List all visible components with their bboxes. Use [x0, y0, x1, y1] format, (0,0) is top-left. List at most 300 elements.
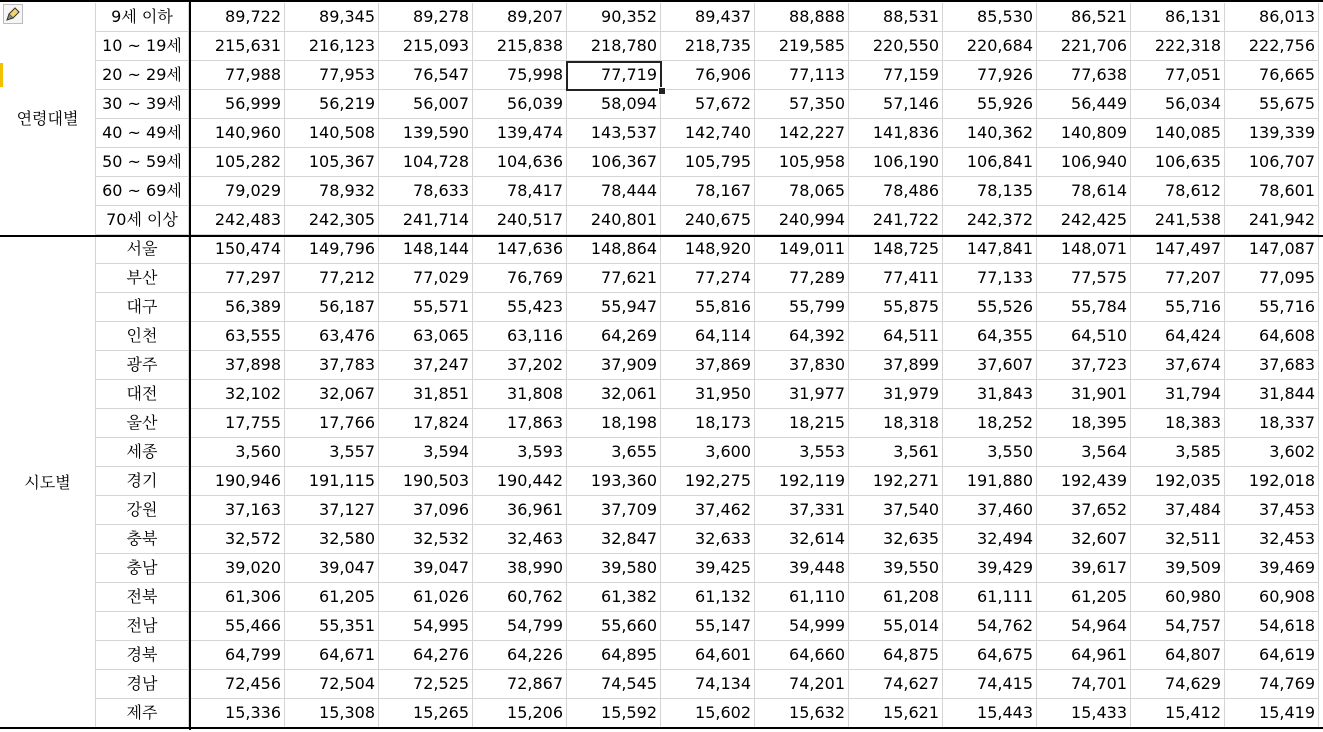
data-cell[interactable]: 74,769	[1225, 670, 1319, 699]
data-cell[interactable]: 37,683	[1225, 351, 1319, 380]
data-cell[interactable]: 56,187	[285, 293, 379, 322]
data-cell[interactable]: 56,219	[285, 90, 379, 119]
data-cell[interactable]: 37,783	[285, 351, 379, 380]
data-cell[interactable]: 147,841	[943, 235, 1037, 264]
data-cell[interactable]: 37,127	[285, 496, 379, 525]
data-cell[interactable]: 54,964	[1037, 612, 1131, 641]
data-cell[interactable]: 77,274	[661, 264, 755, 293]
data-cell[interactable]: 58,094	[567, 90, 661, 119]
fill-handle[interactable]	[658, 87, 666, 95]
data-cell[interactable]: 55,716	[1225, 293, 1319, 322]
data-cell[interactable]: 241,722	[849, 206, 943, 235]
data-cell[interactable]: 37,540	[849, 496, 943, 525]
data-cell[interactable]: 78,601	[1225, 177, 1319, 206]
data-cell[interactable]: 64,226	[473, 641, 567, 670]
data-cell[interactable]: 148,864	[567, 235, 661, 264]
data-cell[interactable]: 191,115	[285, 467, 379, 496]
data-cell[interactable]: 78,612	[1131, 177, 1225, 206]
data-cell[interactable]: 89,437	[661, 3, 755, 32]
data-cell[interactable]: 39,047	[285, 554, 379, 583]
data-cell[interactable]: 105,282	[191, 148, 285, 177]
data-cell[interactable]: 61,026	[379, 583, 473, 612]
data-cell[interactable]: 55,947	[567, 293, 661, 322]
data-cell[interactable]: 77,297	[191, 264, 285, 293]
data-cell[interactable]: 54,995	[379, 612, 473, 641]
data-cell[interactable]: 3,560	[191, 438, 285, 467]
data-cell[interactable]: 39,047	[379, 554, 473, 583]
data-cell[interactable]: 64,276	[379, 641, 473, 670]
data-cell[interactable]: 31,851	[379, 380, 473, 409]
data-cell[interactable]: 77,926	[943, 61, 1037, 90]
data-cell[interactable]: 192,018	[1225, 467, 1319, 496]
data-cell[interactable]: 140,508	[285, 119, 379, 148]
row-label-cell[interactable]: 세종	[96, 438, 189, 467]
data-cell[interactable]: 18,173	[661, 409, 755, 438]
data-cell[interactable]: 54,618	[1225, 612, 1319, 641]
data-cell[interactable]: 54,999	[755, 612, 849, 641]
data-cell[interactable]: 240,994	[755, 206, 849, 235]
data-cell[interactable]: 37,331	[755, 496, 849, 525]
data-cell[interactable]: 61,208	[849, 583, 943, 612]
data-cell[interactable]: 64,961	[1037, 641, 1131, 670]
data-cell[interactable]: 56,039	[473, 90, 567, 119]
row-label-cell[interactable]: 60 ~ 69세	[96, 177, 189, 206]
data-cell[interactable]: 63,065	[379, 322, 473, 351]
data-cell[interactable]: 78,167	[661, 177, 755, 206]
data-cell[interactable]: 32,532	[379, 525, 473, 554]
data-cell[interactable]: 31,843	[943, 380, 1037, 409]
data-cell[interactable]: 61,306	[191, 583, 285, 612]
data-cell[interactable]: 192,275	[661, 467, 755, 496]
data-cell[interactable]: 76,547	[379, 61, 473, 90]
data-cell[interactable]: 32,511	[1131, 525, 1225, 554]
data-cell[interactable]: 79,029	[191, 177, 285, 206]
data-cell[interactable]: 39,448	[755, 554, 849, 583]
data-cell[interactable]: 106,940	[1037, 148, 1131, 177]
data-cell[interactable]: 32,580	[285, 525, 379, 554]
data-cell[interactable]: 106,367	[567, 148, 661, 177]
data-cell[interactable]: 15,308	[285, 699, 379, 728]
data-cell[interactable]: 140,809	[1037, 119, 1131, 148]
data-cell[interactable]: 64,355	[943, 322, 1037, 351]
data-cell[interactable]: 61,110	[755, 583, 849, 612]
data-cell[interactable]: 31,977	[755, 380, 849, 409]
data-cell[interactable]: 76,665	[1225, 61, 1319, 90]
data-cell[interactable]: 190,503	[379, 467, 473, 496]
data-cell[interactable]: 77,095	[1225, 264, 1319, 293]
data-cell[interactable]: 77,212	[285, 264, 379, 293]
data-cell[interactable]: 140,085	[1131, 119, 1225, 148]
data-cell[interactable]: 18,252	[943, 409, 1037, 438]
data-cell[interactable]: 147,636	[473, 235, 567, 264]
data-cell[interactable]: 74,415	[943, 670, 1037, 699]
data-cell[interactable]: 77,621	[567, 264, 661, 293]
data-cell[interactable]: 86,013	[1225, 3, 1319, 32]
row-label-cell[interactable]: 40 ~ 49세	[96, 119, 189, 148]
data-cell[interactable]: 192,035	[1131, 467, 1225, 496]
data-cell[interactable]: 64,875	[849, 641, 943, 670]
data-cell[interactable]: 148,725	[849, 235, 943, 264]
data-cell[interactable]: 74,629	[1131, 670, 1225, 699]
data-cell[interactable]: 222,318	[1131, 32, 1225, 61]
row-label-cell[interactable]: 강원	[96, 496, 189, 525]
data-cell[interactable]: 61,205	[285, 583, 379, 612]
data-cell[interactable]: 61,132	[661, 583, 755, 612]
row-label-cell[interactable]: 50 ~ 59세	[96, 148, 189, 177]
data-cell[interactable]: 3,585	[1131, 438, 1225, 467]
data-cell[interactable]: 39,469	[1225, 554, 1319, 583]
data-cell[interactable]: 219,585	[755, 32, 849, 61]
row-label-cell[interactable]: 인천	[96, 322, 189, 351]
data-cell[interactable]: 64,601	[661, 641, 755, 670]
data-cell[interactable]: 3,553	[755, 438, 849, 467]
data-cell[interactable]: 32,453	[1225, 525, 1319, 554]
data-cell[interactable]: 57,350	[755, 90, 849, 119]
data-cell[interactable]: 139,339	[1225, 119, 1319, 148]
row-label-cell[interactable]: 경기	[96, 467, 189, 496]
data-cell[interactable]: 106,707	[1225, 148, 1319, 177]
data-cell[interactable]: 106,635	[1131, 148, 1225, 177]
data-cell[interactable]: 104,728	[379, 148, 473, 177]
data-cell[interactable]: 140,362	[943, 119, 1037, 148]
data-cell[interactable]: 55,147	[661, 612, 755, 641]
data-cell[interactable]: 37,163	[191, 496, 285, 525]
data-cell[interactable]: 37,869	[661, 351, 755, 380]
data-cell[interactable]: 190,442	[473, 467, 567, 496]
data-cell[interactable]: 242,305	[285, 206, 379, 235]
data-cell[interactable]: 77,575	[1037, 264, 1131, 293]
data-cell[interactable]: 32,494	[943, 525, 1037, 554]
data-cell[interactable]: 56,999	[191, 90, 285, 119]
data-cell[interactable]: 64,510	[1037, 322, 1131, 351]
data-cell[interactable]: 89,278	[379, 3, 473, 32]
data-cell[interactable]: 37,484	[1131, 496, 1225, 525]
data-cell[interactable]: 32,463	[473, 525, 567, 554]
data-cell[interactable]: 15,265	[379, 699, 473, 728]
data-cell[interactable]: 241,942	[1225, 206, 1319, 235]
data-cell[interactable]: 56,034	[1131, 90, 1225, 119]
data-cell[interactable]: 18,383	[1131, 409, 1225, 438]
data-cell[interactable]: 77,207	[1131, 264, 1225, 293]
data-cell[interactable]: 191,880	[943, 467, 1037, 496]
data-cell[interactable]: 74,201	[755, 670, 849, 699]
data-cell[interactable]: 72,456	[191, 670, 285, 699]
data-cell[interactable]: 77,719	[567, 61, 661, 90]
data-cell[interactable]: 31,808	[473, 380, 567, 409]
data-cell[interactable]: 56,389	[191, 293, 285, 322]
data-cell[interactable]: 57,672	[661, 90, 755, 119]
data-cell[interactable]: 60,908	[1225, 583, 1319, 612]
data-cell[interactable]: 55,466	[191, 612, 285, 641]
data-cell[interactable]: 3,600	[661, 438, 755, 467]
data-cell[interactable]: 32,102	[191, 380, 285, 409]
data-cell[interactable]: 150,474	[191, 235, 285, 264]
data-cell[interactable]: 57,146	[849, 90, 943, 119]
data-cell[interactable]: 32,607	[1037, 525, 1131, 554]
data-cell[interactable]: 31,844	[1225, 380, 1319, 409]
data-cell[interactable]: 55,799	[755, 293, 849, 322]
data-cell[interactable]: 242,483	[191, 206, 285, 235]
data-cell[interactable]: 142,740	[661, 119, 755, 148]
data-cell[interactable]: 192,271	[849, 467, 943, 496]
data-cell[interactable]: 55,716	[1131, 293, 1225, 322]
data-cell[interactable]: 37,899	[849, 351, 943, 380]
data-cell[interactable]: 77,289	[755, 264, 849, 293]
data-cell[interactable]: 37,453	[1225, 496, 1319, 525]
data-cell[interactable]: 85,530	[943, 3, 1037, 32]
data-cell[interactable]: 143,537	[567, 119, 661, 148]
data-cell[interactable]: 218,780	[567, 32, 661, 61]
data-cell[interactable]: 37,247	[379, 351, 473, 380]
data-cell[interactable]: 18,395	[1037, 409, 1131, 438]
data-cell[interactable]: 78,614	[1037, 177, 1131, 206]
data-cell[interactable]: 39,425	[661, 554, 755, 583]
data-cell[interactable]: 86,131	[1131, 3, 1225, 32]
data-cell[interactable]: 32,633	[661, 525, 755, 554]
data-cell[interactable]: 32,067	[285, 380, 379, 409]
data-cell[interactable]: 55,816	[661, 293, 755, 322]
data-cell[interactable]: 72,504	[285, 670, 379, 699]
data-cell[interactable]: 3,564	[1037, 438, 1131, 467]
row-label-cell[interactable]: 충북	[96, 525, 189, 554]
data-cell[interactable]: 77,953	[285, 61, 379, 90]
data-cell[interactable]: 78,486	[849, 177, 943, 206]
data-cell[interactable]: 32,572	[191, 525, 285, 554]
data-cell[interactable]: 147,497	[1131, 235, 1225, 264]
data-cell[interactable]: 76,906	[661, 61, 755, 90]
data-cell[interactable]: 55,875	[849, 293, 943, 322]
data-cell[interactable]: 56,007	[379, 90, 473, 119]
data-cell[interactable]: 105,795	[661, 148, 755, 177]
data-cell[interactable]: 74,545	[567, 670, 661, 699]
data-cell[interactable]: 17,824	[379, 409, 473, 438]
data-cell[interactable]: 74,701	[1037, 670, 1131, 699]
row-label-cell[interactable]: 전남	[96, 612, 189, 641]
data-cell[interactable]: 64,114	[661, 322, 755, 351]
data-cell[interactable]: 78,932	[285, 177, 379, 206]
data-cell[interactable]: 78,135	[943, 177, 1037, 206]
data-cell[interactable]: 149,796	[285, 235, 379, 264]
data-cell[interactable]: 39,580	[567, 554, 661, 583]
data-cell[interactable]: 241,714	[379, 206, 473, 235]
data-cell[interactable]: 139,590	[379, 119, 473, 148]
data-cell[interactable]: 64,608	[1225, 322, 1319, 351]
data-cell[interactable]: 76,769	[473, 264, 567, 293]
data-cell[interactable]: 72,525	[379, 670, 473, 699]
data-cell[interactable]: 32,847	[567, 525, 661, 554]
data-cell[interactable]: 63,555	[191, 322, 285, 351]
row-label-cell[interactable]: 10 ~ 19세	[96, 32, 189, 61]
data-cell[interactable]: 218,735	[661, 32, 755, 61]
data-cell[interactable]: 60,762	[473, 583, 567, 612]
row-label-cell[interactable]: 충남	[96, 554, 189, 583]
data-cell[interactable]: 15,419	[1225, 699, 1319, 728]
data-cell[interactable]: 215,631	[191, 32, 285, 61]
data-cell[interactable]: 54,762	[943, 612, 1037, 641]
category-label-cell[interactable]	[0, 237, 96, 728]
data-cell[interactable]: 215,838	[473, 32, 567, 61]
data-cell[interactable]: 39,020	[191, 554, 285, 583]
data-cell[interactable]: 64,511	[849, 322, 943, 351]
row-label-cell[interactable]: 70세 이상	[96, 206, 189, 235]
data-cell[interactable]: 222,756	[1225, 32, 1319, 61]
data-cell[interactable]: 3,561	[849, 438, 943, 467]
data-cell[interactable]: 192,439	[1037, 467, 1131, 496]
data-cell[interactable]: 15,336	[191, 699, 285, 728]
data-cell[interactable]: 55,926	[943, 90, 1037, 119]
data-cell[interactable]: 37,652	[1037, 496, 1131, 525]
data-cell[interactable]: 32,635	[849, 525, 943, 554]
row-label-cell[interactable]: 대구	[96, 293, 189, 322]
data-cell[interactable]: 77,051	[1131, 61, 1225, 90]
data-cell[interactable]: 221,706	[1037, 32, 1131, 61]
data-cell[interactable]: 31,901	[1037, 380, 1131, 409]
data-cell[interactable]: 78,417	[473, 177, 567, 206]
data-cell[interactable]: 241,538	[1131, 206, 1225, 235]
data-cell[interactable]: 78,065	[755, 177, 849, 206]
data-cell[interactable]: 64,269	[567, 322, 661, 351]
row-label-cell[interactable]: 울산	[96, 409, 189, 438]
data-cell[interactable]: 37,830	[755, 351, 849, 380]
data-cell[interactable]: 31,979	[849, 380, 943, 409]
data-cell[interactable]: 31,794	[1131, 380, 1225, 409]
data-cell[interactable]: 77,638	[1037, 61, 1131, 90]
data-cell[interactable]: 240,801	[567, 206, 661, 235]
data-cell[interactable]: 242,425	[1037, 206, 1131, 235]
data-cell[interactable]: 88,531	[849, 3, 943, 32]
data-cell[interactable]: 88,888	[755, 3, 849, 32]
data-cell[interactable]: 15,433	[1037, 699, 1131, 728]
data-cell[interactable]: 37,674	[1131, 351, 1225, 380]
data-cell[interactable]: 18,198	[567, 409, 661, 438]
data-cell[interactable]: 148,071	[1037, 235, 1131, 264]
data-cell[interactable]: 15,632	[755, 699, 849, 728]
data-cell[interactable]: 74,134	[661, 670, 755, 699]
data-cell[interactable]: 3,594	[379, 438, 473, 467]
data-cell[interactable]: 37,607	[943, 351, 1037, 380]
data-cell[interactable]: 61,205	[1037, 583, 1131, 612]
data-cell[interactable]: 37,909	[567, 351, 661, 380]
data-cell[interactable]: 32,061	[567, 380, 661, 409]
data-cell[interactable]: 77,029	[379, 264, 473, 293]
data-cell[interactable]: 3,602	[1225, 438, 1319, 467]
data-cell[interactable]: 77,113	[755, 61, 849, 90]
data-cell[interactable]: 61,382	[567, 583, 661, 612]
data-cell[interactable]: 15,412	[1131, 699, 1225, 728]
data-cell[interactable]: 86,521	[1037, 3, 1131, 32]
data-cell[interactable]: 140,960	[191, 119, 285, 148]
row-label-cell[interactable]: 20 ~ 29세	[96, 61, 189, 90]
data-cell[interactable]: 54,799	[473, 612, 567, 641]
data-cell[interactable]: 142,227	[755, 119, 849, 148]
data-cell[interactable]: 55,351	[285, 612, 379, 641]
data-cell[interactable]: 242,372	[943, 206, 1037, 235]
data-cell[interactable]: 89,345	[285, 3, 379, 32]
data-cell[interactable]: 17,766	[285, 409, 379, 438]
row-label-cell[interactable]: 광주	[96, 351, 189, 380]
data-cell[interactable]: 39,429	[943, 554, 1037, 583]
data-cell[interactable]: 63,476	[285, 322, 379, 351]
data-cell[interactable]: 31,950	[661, 380, 755, 409]
data-cell[interactable]: 63,116	[473, 322, 567, 351]
data-cell[interactable]: 90,352	[567, 3, 661, 32]
data-cell[interactable]: 15,621	[849, 699, 943, 728]
data-cell[interactable]: 56,449	[1037, 90, 1131, 119]
data-cell[interactable]: 39,617	[1037, 554, 1131, 583]
row-label-cell[interactable]: 제주	[96, 699, 189, 728]
row-label-cell[interactable]: 부산	[96, 264, 189, 293]
data-cell[interactable]: 240,675	[661, 206, 755, 235]
data-cell[interactable]: 55,675	[1225, 90, 1319, 119]
data-cell[interactable]: 148,920	[661, 235, 755, 264]
data-cell[interactable]: 60,980	[1131, 583, 1225, 612]
data-cell[interactable]: 18,337	[1225, 409, 1319, 438]
data-cell[interactable]: 37,709	[567, 496, 661, 525]
data-cell[interactable]: 36,961	[473, 496, 567, 525]
data-cell[interactable]: 18,215	[755, 409, 849, 438]
data-cell[interactable]: 240,517	[473, 206, 567, 235]
data-cell[interactable]: 78,633	[379, 177, 473, 206]
data-cell[interactable]: 216,123	[285, 32, 379, 61]
data-cell[interactable]: 193,360	[567, 467, 661, 496]
data-cell[interactable]: 192,119	[755, 467, 849, 496]
data-cell[interactable]: 38,990	[473, 554, 567, 583]
data-cell[interactable]: 141,836	[849, 119, 943, 148]
row-label-cell[interactable]: 9세 이하	[96, 3, 189, 32]
data-cell[interactable]: 37,096	[379, 496, 473, 525]
data-cell[interactable]: 89,207	[473, 3, 567, 32]
data-cell[interactable]: 55,423	[473, 293, 567, 322]
data-cell[interactable]: 55,660	[567, 612, 661, 641]
data-cell[interactable]: 54,757	[1131, 612, 1225, 641]
data-cell[interactable]: 17,755	[191, 409, 285, 438]
data-cell[interactable]: 78,444	[567, 177, 661, 206]
data-cell[interactable]: 64,675	[943, 641, 1037, 670]
row-label-cell[interactable]: 대전	[96, 380, 189, 409]
format-painter-button[interactable]	[3, 4, 23, 24]
data-cell[interactable]: 105,367	[285, 148, 379, 177]
data-cell[interactable]: 77,411	[849, 264, 943, 293]
row-label-cell[interactable]: 경남	[96, 670, 189, 699]
data-cell[interactable]: 106,190	[849, 148, 943, 177]
data-cell[interactable]: 77,988	[191, 61, 285, 90]
data-cell[interactable]: 64,392	[755, 322, 849, 351]
data-cell[interactable]: 106,841	[943, 148, 1037, 177]
data-cell[interactable]: 77,133	[943, 264, 1037, 293]
data-cell[interactable]: 215,093	[379, 32, 473, 61]
data-cell[interactable]: 190,946	[191, 467, 285, 496]
data-cell[interactable]: 15,443	[943, 699, 1037, 728]
data-cell[interactable]: 77,159	[849, 61, 943, 90]
data-cell[interactable]: 15,206	[473, 699, 567, 728]
data-cell[interactable]: 3,550	[943, 438, 1037, 467]
data-cell[interactable]: 3,557	[285, 438, 379, 467]
data-cell[interactable]: 64,807	[1131, 641, 1225, 670]
data-cell[interactable]: 37,202	[473, 351, 567, 380]
data-cell[interactable]: 32,614	[755, 525, 849, 554]
data-cell[interactable]: 15,592	[567, 699, 661, 728]
data-cell[interactable]: 17,863	[473, 409, 567, 438]
data-cell[interactable]: 75,998	[473, 61, 567, 90]
data-cell[interactable]: 64,671	[285, 641, 379, 670]
data-cell[interactable]: 61,111	[943, 583, 1037, 612]
row-label-cell[interactable]: 경북	[96, 641, 189, 670]
data-cell[interactable]: 55,526	[943, 293, 1037, 322]
data-cell[interactable]: 139,474	[473, 119, 567, 148]
data-cell[interactable]: 64,895	[567, 641, 661, 670]
data-cell[interactable]: 74,627	[849, 670, 943, 699]
data-cell[interactable]: 37,723	[1037, 351, 1131, 380]
